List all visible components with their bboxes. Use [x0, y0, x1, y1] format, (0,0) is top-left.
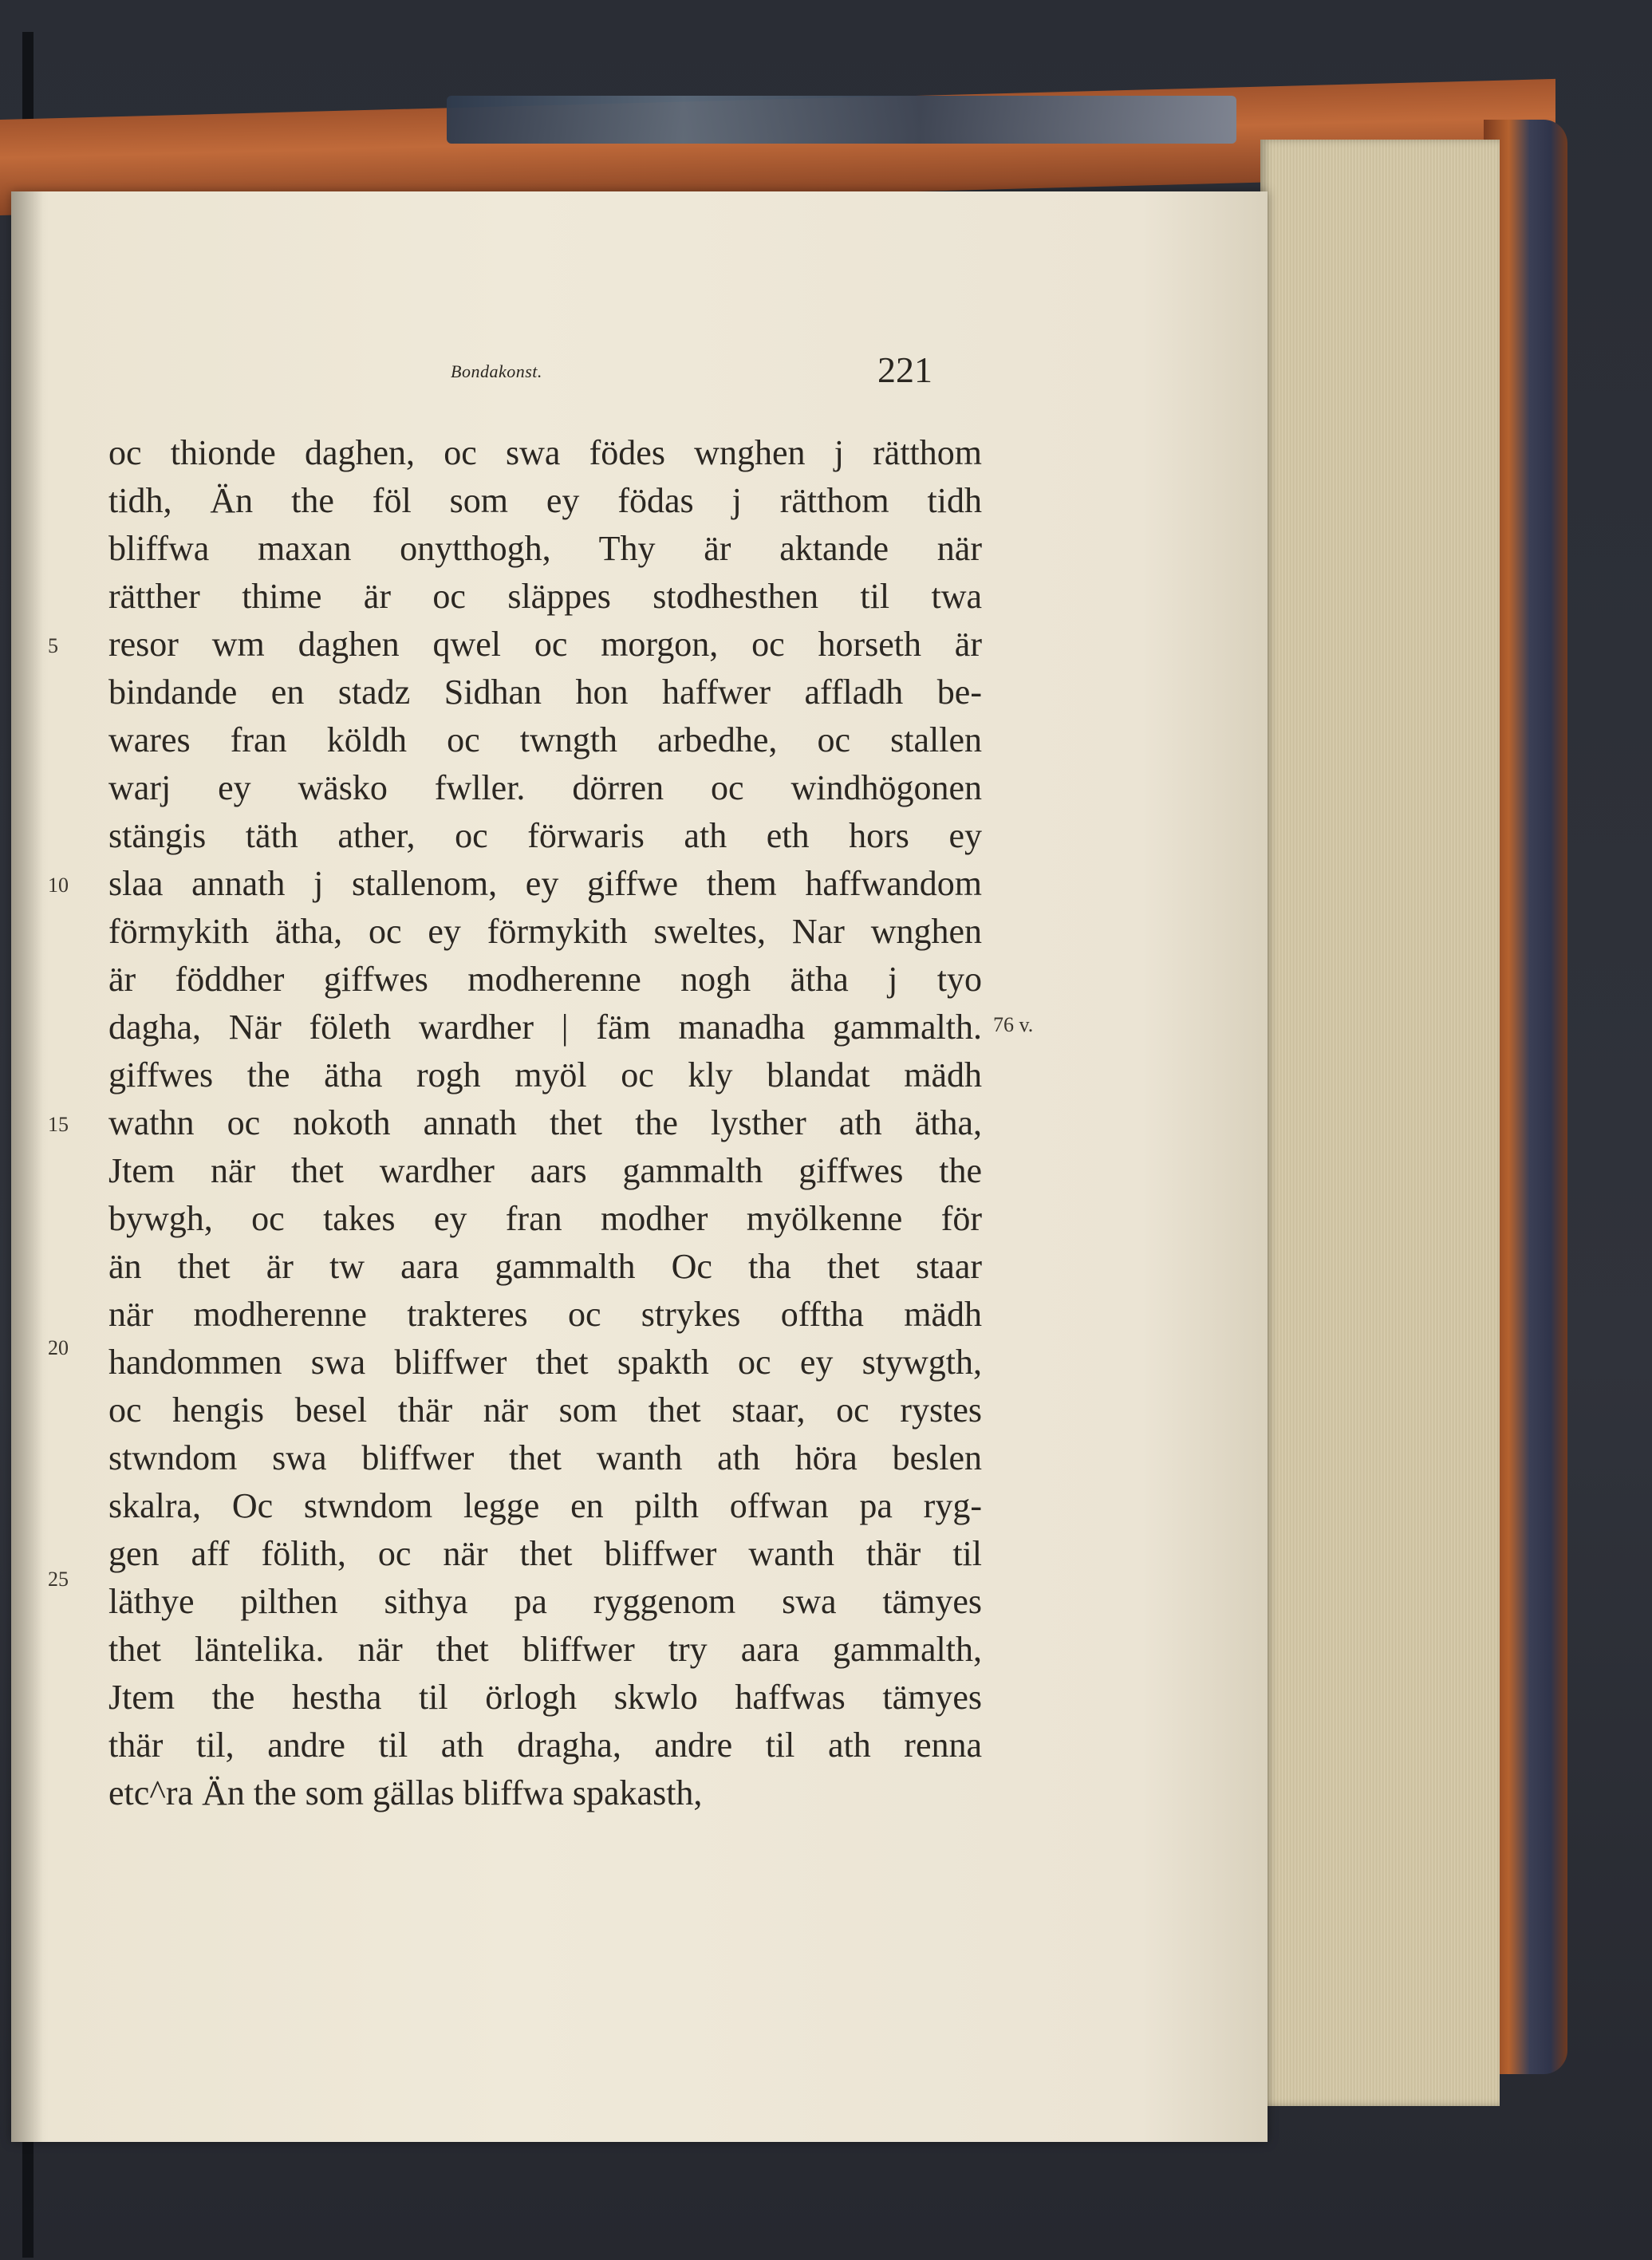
text-line: oc hengis besel thär när som thet staar, oc rystes — [108, 1390, 982, 1430]
line-number: 15 — [48, 1113, 69, 1136]
page-number: 221 — [877, 349, 932, 390]
text-line: bindande en stadz Sidhan hon haffwer affladh be- — [108, 672, 982, 712]
text-line: är föddher giffwes modherenne nogh ätha j tyo — [108, 960, 982, 999]
text-line: stwndom swa bliffwer thet wanth ath höra beslen — [108, 1438, 982, 1477]
text-line: thär til, andre til ath dragha, andre til ath renna — [108, 1726, 982, 1765]
text-line: bywgh, oc takes ey fran modher myölkenne för — [108, 1199, 982, 1238]
text-line: läthye pilthen sithya pa ryggenom swa tämyes — [108, 1582, 982, 1621]
text-line: rätther thime är oc släppes stodhesthen til twa — [108, 577, 982, 616]
text-line: Jtem när thet wardher aars gammalth giffwes the — [108, 1151, 982, 1190]
text-line: bliffwa maxan onytthogh, Thy är aktande när — [108, 529, 982, 568]
running-head-title: Bondakonst. — [451, 361, 542, 381]
text-line: resor wm daghen qwel oc morgon, oc horseth är — [108, 625, 982, 664]
text-line: etc^ra Än the som gällas bliffwa spakasth, — [108, 1773, 703, 1812]
text-line: Jtem the hestha til örlogh skwlo haffwas tämyes — [108, 1678, 982, 1717]
text-line: dagha, När föleth wardher | fäm manadha gammalth. — [108, 1008, 982, 1047]
running-head — [451, 349, 932, 393]
text-line: wares fran köldh oc twngth arbedhe, oc stallen — [108, 720, 982, 759]
line-number: 10 — [48, 874, 69, 897]
text-line: stängis täth ather, oc förwaris ath eth hors ey — [108, 816, 982, 855]
margin-folio-note: 76 v. — [993, 1013, 1034, 1036]
text-line: handommen swa bliffwer thet spakth oc ey stywgth, — [108, 1343, 982, 1382]
text-line: när modherenne trakteres oc strykes offtha mädh — [108, 1295, 982, 1334]
text-line: slaa annath j stallenom, ey giffwe them haffwandom — [108, 864, 982, 903]
page-fore-edge — [1260, 140, 1500, 2106]
text-line: än thet är tw aara gammalth Oc tha thet staar — [108, 1247, 982, 1286]
text-line: oc thionde daghen, oc swa födes wnghen j rätthom — [108, 433, 982, 472]
text-line: förmykith ätha, oc ey förmykith sweltes, Nar wnghen — [108, 912, 982, 951]
gutter-shadow — [11, 191, 43, 2142]
text-line: gen aff fölith, oc när thet bliffwer wanth thär til — [108, 1534, 982, 1573]
line-number: 5 — [48, 634, 58, 657]
book-headband — [447, 96, 1236, 144]
text-line: tidh, Än the föl som ey födas j rätthom tidh — [108, 481, 982, 520]
text-line: thet läntelika. när thet bliffwer try aara gammalth, — [108, 1630, 982, 1669]
text-line: wathn oc nokoth annath thet the lysther ath ätha, — [108, 1103, 982, 1142]
line-number: 25 — [48, 1568, 69, 1591]
line-number: 20 — [48, 1336, 69, 1359]
text-line: warj ey wäsko fwller. dörren oc windhögonen — [108, 768, 982, 807]
text-line: giffwes the ätha rogh myöl oc kly blandat mädh — [108, 1055, 982, 1095]
text-line: skalra, Oc stwndom legge en pilth offwan pa ryg- — [108, 1486, 982, 1525]
